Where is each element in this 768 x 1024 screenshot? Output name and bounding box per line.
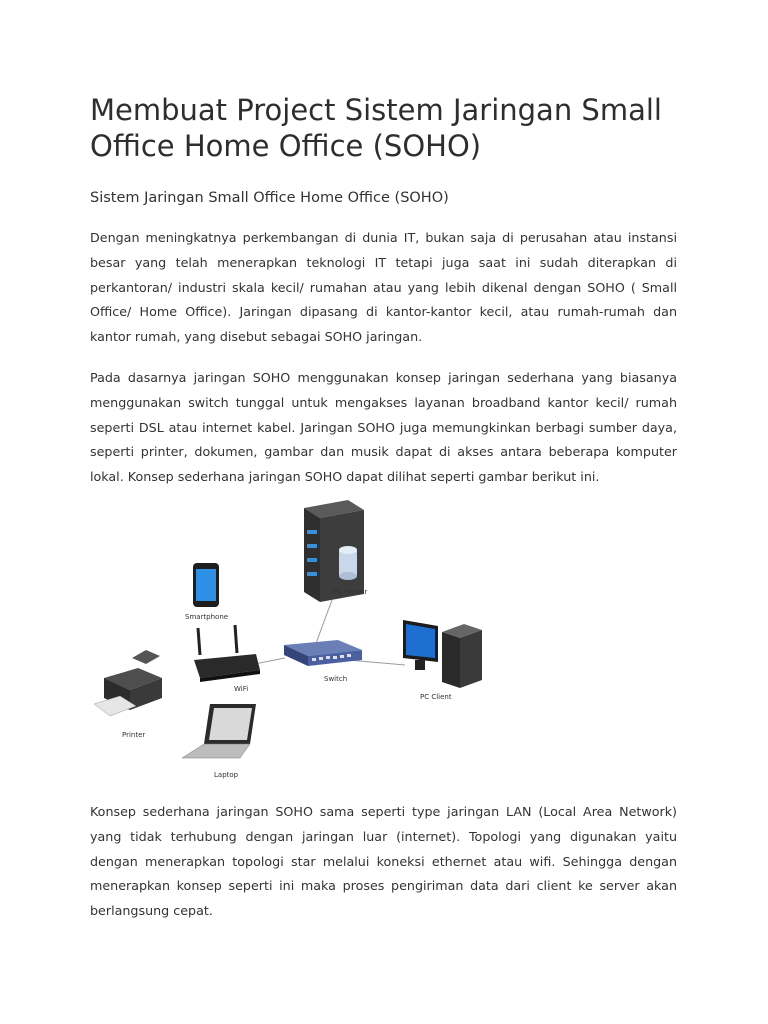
wifi-router-icon: [194, 625, 260, 682]
label-client: PC Client: [420, 692, 452, 701]
switch-icon: [284, 640, 362, 666]
label-wifi: WiFi: [234, 684, 249, 693]
soho-network-diagram: [90, 500, 677, 800]
paragraph-3: Konsep sederhana jaringan SOHO sama seperti type jaringan LAN (Local Area Network) yang tidak terhubung dengan jaringan luar (internet). Topologi yang digunakan yaitu dengan menerapkan topologi star melalui koneksi ethernet atau wifi. Sehingga dengan menerapkan konsep seperti ini maka proses pengiriman data dari client ke server akan berlangsung cepat.: [90, 803, 677, 919]
document-page: [90, 92, 677, 924]
printer-icon: [94, 650, 162, 716]
pc-client-icon: [403, 620, 482, 688]
label-smartphone: Smartphone: [185, 612, 229, 621]
diagram-svg: [90, 500, 677, 800]
server-icon: [304, 500, 364, 602]
paragraph-2: Pada dasarnya jaringan SOHO menggunakan konsep jaringan sederhana yang biasanya menggunakan switch tunggal untuk mengakses layanan broadband kantor kecil/ rumah seperti DSL atau internet kabel. Jaringan SOHO juga memungkinkan berbagi sumber daya, seperti printer, dokumen, gambar dan musik dapat di akses antara beberapa komputer lokal. Konsep sederhana jaringan SOHO dapat dilihat seperti gambar berikut ini.: [90, 369, 677, 485]
paragraph-1: Dengan meningkatnya perkembangan di dunia IT, bukan saja di perusahan atau instansi besar yang telah menerapkan teknologi IT tetapi juga saat ini sudah diterapkan di perkantoran/ industri skala kecil/ rumahan atau yang lebih dikenal dengan SOHO ( Small Office/ Home Office). Jaringan dipasang di kantor-kantor kecil, atau rumah-rumah dan kantor rumah, yang disebut sebagai SOHO jaringan.: [90, 230, 677, 345]
label-switch: Switch: [324, 674, 348, 683]
smartphone-icon: [193, 563, 219, 607]
section-subtitle: Sistem Jaringan Small Office Home Office (SOHO): [90, 190, 449, 206]
laptop-icon: [182, 704, 256, 758]
page-title: Membuat Project Sistem Jaringan Small Office Home Office (SOHO): [90, 93, 662, 163]
label-printer: Printer: [122, 730, 146, 739]
link-switch-client: [348, 660, 405, 665]
label-laptop: Laptop: [214, 770, 239, 779]
label-server: PC Server: [333, 587, 368, 596]
link-server-switch: [315, 600, 332, 646]
